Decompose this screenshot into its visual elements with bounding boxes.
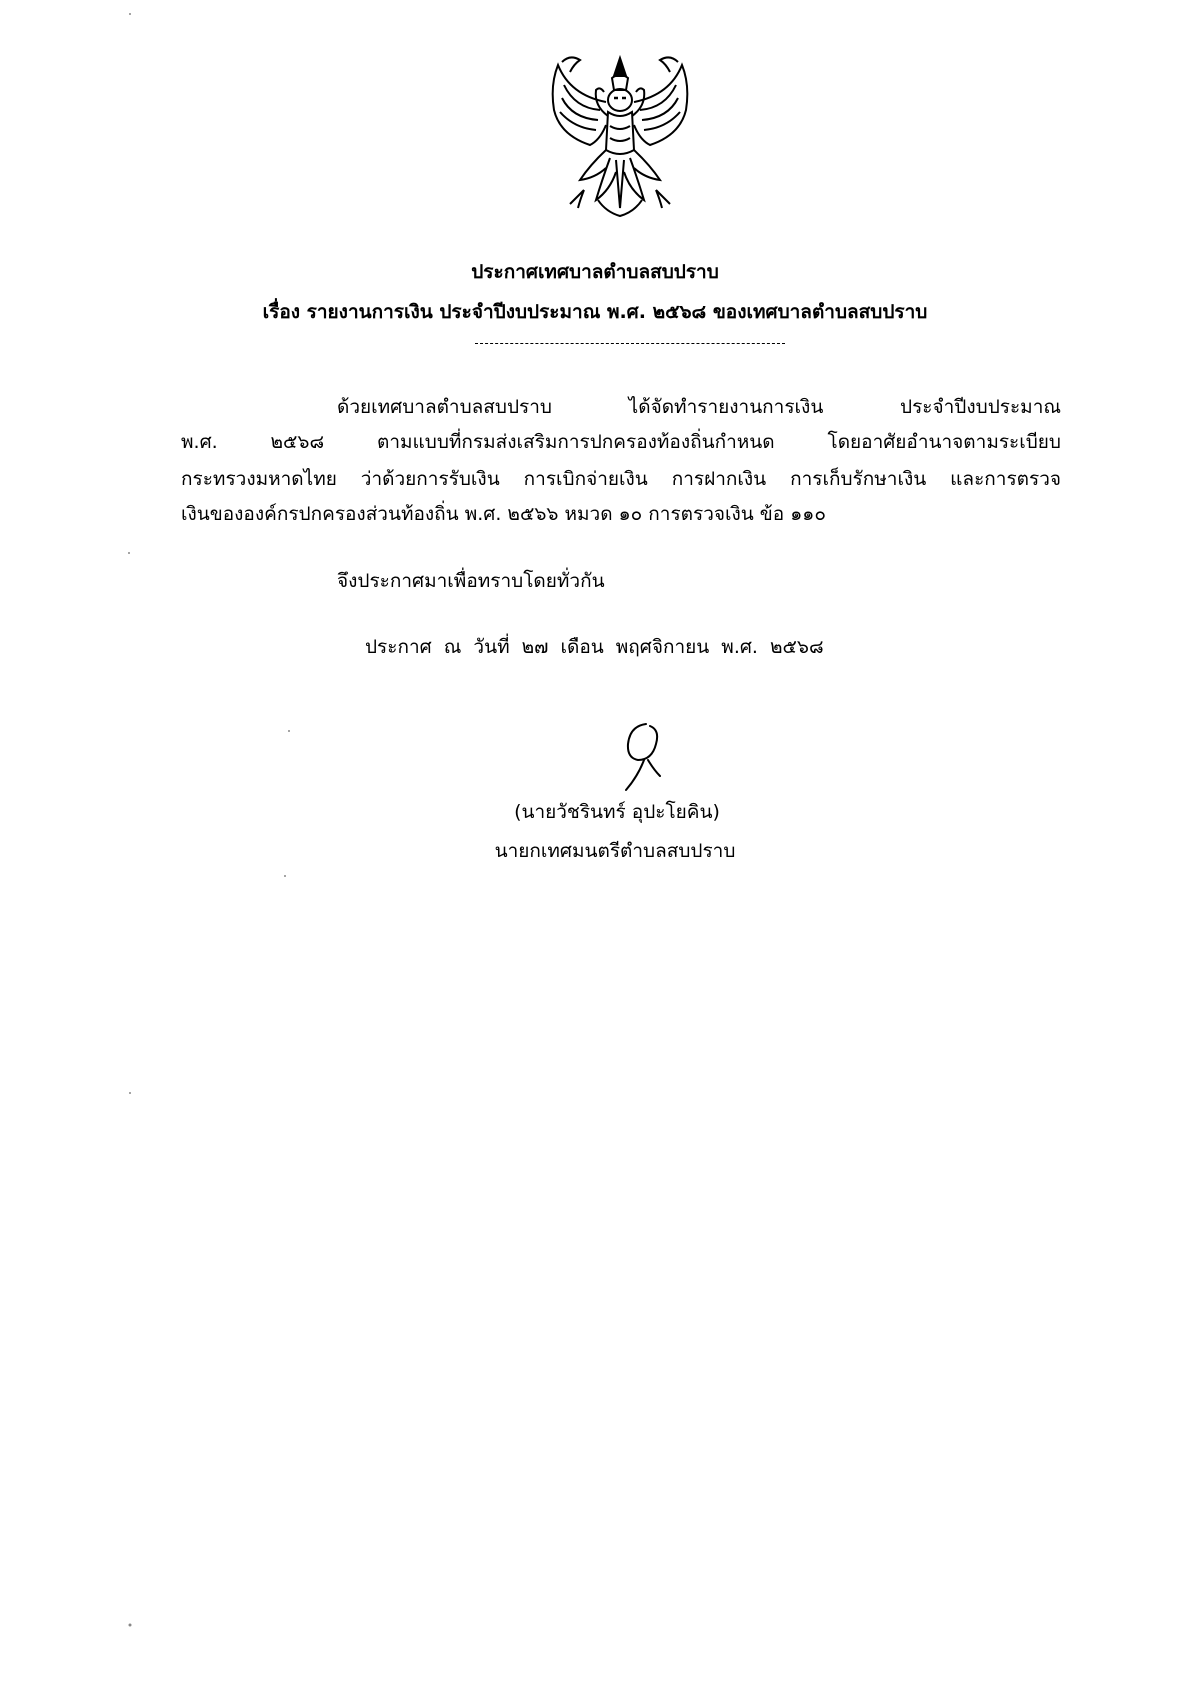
body-paragraph-line-3: กระทรวงมหาดไทย ว่าด้วยการรับเงิน การเบิกจ่ายเงิน การฝากเงิน การเก็บรักษาเงิน และการตรวจ [181, 468, 1061, 490]
body-paragraph-line-2: พ.ศ. ๒๕๖๘ ตามแบบที่กรมส่งเสริมการปกครองท้องถิ่นกำหนด โดยอาศัยอำนาจตามระเบียบ [181, 431, 1061, 453]
announcement-date: ประกาศ ณ วันที่ ๒๗ เดือน พฤศจิกายน พ.ศ. ๒๕๖๘ [365, 636, 824, 658]
announcement-title: ประกาศเทศบาลตำบลสบปราบ [471, 261, 719, 283]
handwritten-signature-icon [608, 720, 688, 792]
body-paragraph-line-4: เงินขององค์กรปกครองส่วนท้องถิ่น พ.ศ. ๒๕๖๖ หมวด ๑๐ การตรวจเงิน ข้อ ๑๑๐ [181, 503, 826, 525]
announcement-subject: เรื่อง รายงานการเงิน ประจำปีงบประมาณ พ.ศ. ๒๕๖๘ ของเทศบาลตำบลสบปราบ [262, 301, 928, 323]
signatory-name: (นายวัชรินทร์ อุปะโยคิน) [514, 801, 720, 823]
signatory-position: นายกเทศมนตรีตำบลสบปราบ [494, 840, 736, 862]
garuda-emblem-icon [540, 40, 700, 230]
title-divider [475, 343, 785, 344]
body-paragraph-line-1: ด้วยเทศบาลตำบลสบปราบ ได้จัดทำรายงานการเงิน ประจำปีงบประมาณ [337, 396, 1061, 418]
closing-statement: จึงประกาศมาเพื่อทราบโดยทั่วกัน [337, 570, 605, 592]
